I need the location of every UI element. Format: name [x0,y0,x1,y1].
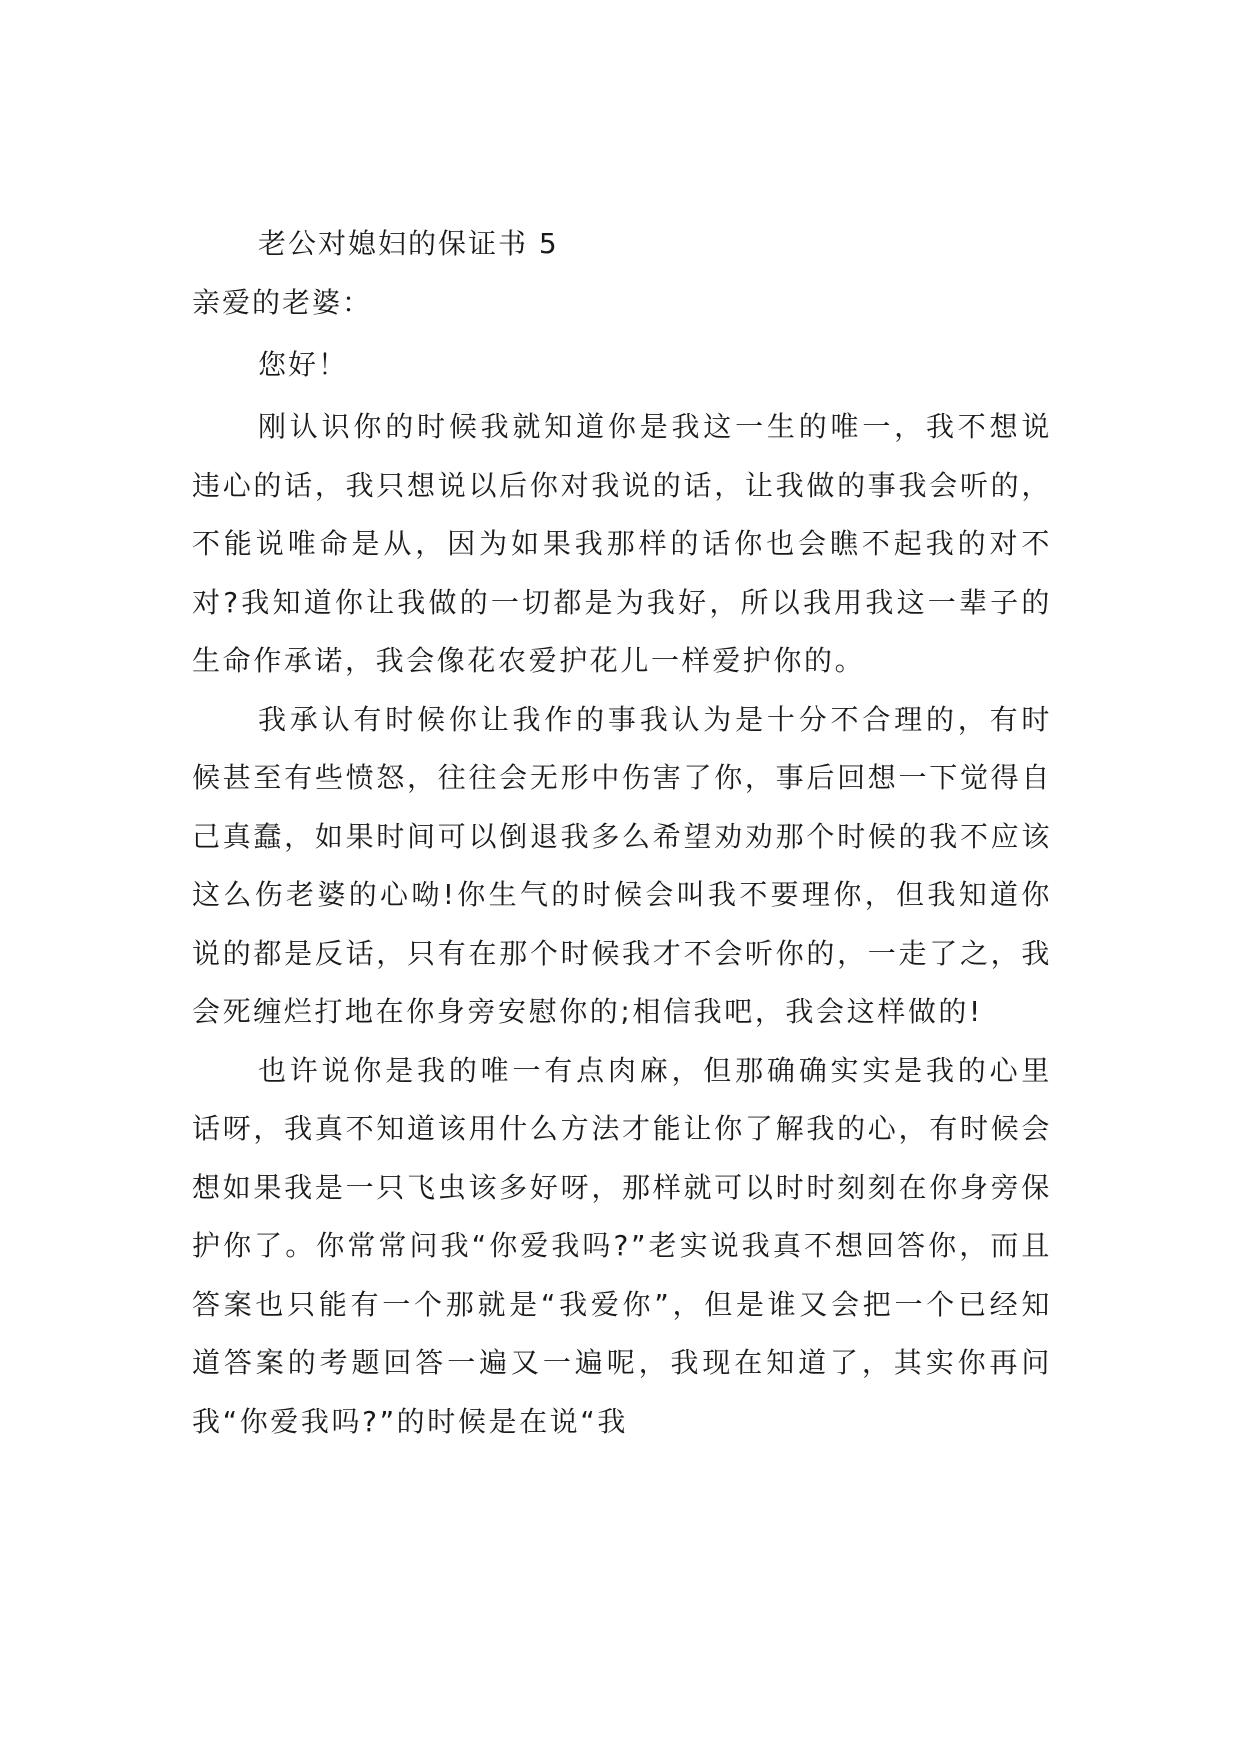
paragraph: 也许说你是我的唯一有点肉麻，但那确确实实是我的心里话呀，我真不知道该用什么方法才能让你了解我的心，有时候会想如果我是一只飞虫该多好呀，那样就可以时时刻刻在你身旁保护你了。你常常问我“你爱我吗?”老实说我真不想回答你，而且答案也只能有一个那就是“我爱你”，但是谁又会把一个已经知道答案的考题回答一遍又一遍呢，我现在知道了，其实你再问我“你爱我吗?”的时候是在说“我 [192,1053,1052,1438]
paragraph: 我承认有时候你让我作的事我认为是十分不合理的，有时候甚至有些愤怒，往往会无形中伤害了你，事后回想一下觉得自己真蠢，如果时间可以倒退我多么希望劝劝那个时候的我不应该这么伤老婆的心呦!你生气的时候会叫我不要理你，但我知道你说的都是反话，只有在那个时候我才不会听你的，一走了之，我会死缠烂打地在你身旁安慰你的;相信我吧，我会这样做的! [192,702,1052,1028]
greeting: 您好！ [258,348,349,381]
letter-body [192,398,1052,1451]
paragraph: 刚认识你的时候我就知道你是我这一生的唯一，我不想说违心的话，我只想说以后你对我说的话，让我做的事我会听的，不能说唯命是从，因为如果我那样的话你也会瞧不起我的对不对?我知道你让我做的一切都是为我好，所以我用我这一辈子的生命作承诺，我会像花农爱护花儿一样爱护你的。 [192,410,1052,677]
salutation: 亲爱的老婆： [192,286,373,319]
document-title: 老公对媳妇的保证书 5 [258,227,559,260]
